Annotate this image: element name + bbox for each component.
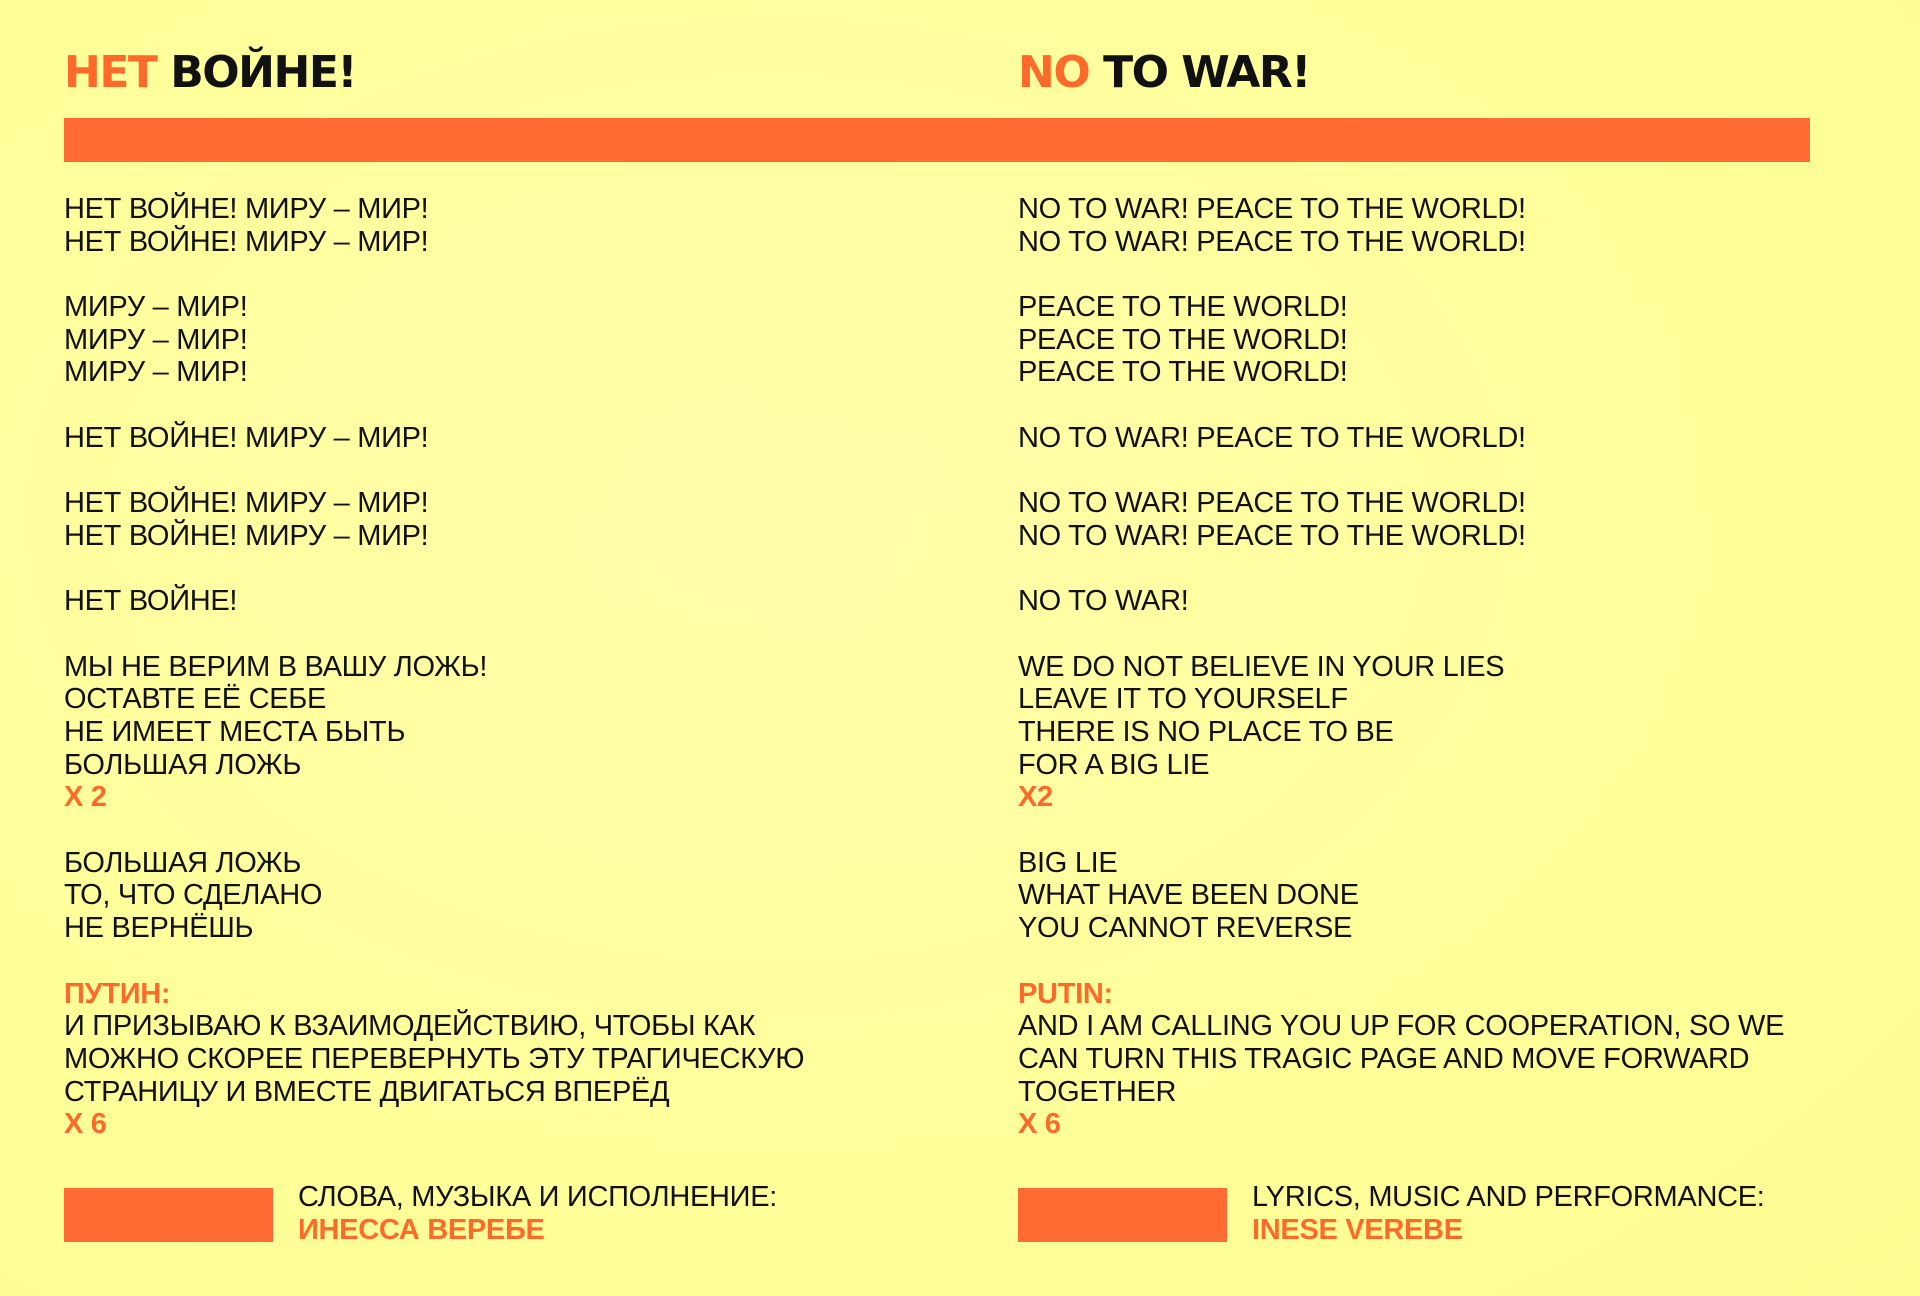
stanza-gap	[64, 814, 944, 847]
lyric-line: BIG LIE	[1018, 846, 1118, 879]
lyric-line: NO TO WAR! PEACE TO THE WORLD!	[1018, 487, 1526, 520]
stanza-gap	[1018, 553, 1898, 586]
title-accent-english: NO	[1018, 47, 1090, 98]
repeat-marker: Х 6	[64, 1108, 107, 1141]
lyric-line: NO TO WAR! PEACE TO THE WORLD!	[1018, 193, 1526, 225]
lyric-line: CAN TURN THIS TRAGIC PAGE AND MOVE FORWARD	[1018, 1042, 1750, 1075]
credit-label: СЛОВА, МУЗЫКА И ИСПОЛНЕНИЕ:	[298, 1181, 777, 1213]
lyric-line: НЕТ ВОЙНЕ! МИРУ – МИР!	[64, 519, 429, 552]
lyric-line: БОЛЬШАЯ ЛОЖЬ	[64, 846, 302, 879]
page-title-english	[1018, 46, 1310, 100]
lyric-line: NO TO WAR! PEACE TO THE WORLD!	[1018, 225, 1526, 258]
stanza-gap	[64, 618, 944, 651]
lyric-line: YOU CANNOT REVERSE	[1018, 912, 1353, 945]
lyric-line: НЕ ИМЕЕТ МЕСТА БЫТЬ	[64, 716, 406, 748]
repeat-marker: X2	[1018, 781, 1053, 814]
stanza-gap	[64, 258, 944, 291]
title-rest-russian: ВОЙНЕ!	[170, 47, 356, 98]
stanza-gap	[1018, 455, 1898, 488]
lyric-line: PEACE TO THE WORLD!	[1018, 323, 1348, 356]
lyric-line: ОСТАВТЕ ЕЁ СЕБЕ	[64, 683, 327, 716]
title-accent-russian: НЕТ	[64, 47, 157, 98]
lyric-line: МИРУ – МИР!	[64, 356, 248, 389]
stanza-gap	[1018, 258, 1898, 291]
lyric-line: WHAT HAVE BEEN DONE	[1018, 879, 1359, 912]
lyrics-column-english	[1018, 193, 1898, 1141]
credit-name: ИНЕССА ВЕРЕБЕ	[298, 1214, 545, 1246]
lyric-line: AND I AM CALLING YOU UP FOR COOPERATION, SO WE	[1018, 1010, 1785, 1043]
title-rest-english: TO WAR!	[1103, 47, 1310, 98]
credit-accent-block-english	[1018, 1188, 1227, 1242]
header-divider-bar	[64, 118, 1810, 162]
speaker-label: PUTIN:	[1018, 977, 1113, 1010]
stanza-gap	[64, 553, 944, 586]
lyric-line: МОЖНО СКОРЕЕ ПЕРЕВЕРНУТЬ ЭТУ ТРАГИЧЕСКУЮ	[64, 1042, 805, 1075]
lyric-line: WE DO NOT BELIEVE IN YOUR LIES	[1018, 650, 1505, 683]
lyric-line: NO TO WAR! PEACE TO THE WORLD!	[1018, 421, 1526, 454]
lyric-line: PEACE TO THE WORLD!	[1018, 356, 1348, 389]
lyric-line: И ПРИЗЫВАЮ К ВЗАИМОДЕЙСТВИЮ, ЧТОБЫ КАК	[64, 1010, 756, 1043]
stanza-gap	[1018, 814, 1898, 847]
lyric-line: TOGETHER	[1018, 1075, 1177, 1108]
credit-accent-block-russian	[64, 1188, 273, 1242]
page-title-russian	[64, 46, 356, 100]
repeat-marker: Х 2	[64, 781, 107, 814]
lyric-line: НЕТ ВОЙНЕ! МИРУ – МИР!	[64, 193, 429, 225]
stanza-gap	[64, 945, 944, 978]
speaker-label: ПУТИН:	[64, 977, 171, 1010]
lyric-line: МЫ НЕ ВЕРИМ В ВАШУ ЛОЖЬ!	[64, 650, 488, 683]
lyric-line: NO TO WAR! PEACE TO THE WORLD!	[1018, 519, 1526, 552]
lyric-line: LEAVE IT TO YOURSELF	[1018, 683, 1348, 716]
lyric-line: СТРАНИЦУ И ВМЕСТЕ ДВИГАТЬСЯ ВПЕРЁД	[64, 1075, 670, 1108]
stanza-gap	[64, 455, 944, 488]
lyric-line: THERE IS NO PLACE TO BE	[1018, 716, 1394, 748]
credits-russian	[298, 1181, 777, 1247]
lyric-line: ТО, ЧТО СДЕЛАНО	[64, 879, 323, 912]
lyrics-column-russian	[64, 193, 944, 1141]
lyric-line: NO TO WAR!	[1018, 585, 1189, 618]
stanza-gap	[64, 389, 944, 422]
lyric-line: FOR A BIG LIE	[1018, 748, 1210, 781]
lyric-line: PEACE TO THE WORLD!	[1018, 291, 1348, 324]
lyric-line: НЕТ ВОЙНЕ! МИРУ – МИР!	[64, 487, 429, 520]
stanza-gap	[1018, 389, 1898, 422]
lyric-line: НЕТ ВОЙНЕ! МИРУ – МИР!	[64, 421, 429, 454]
lyric-line: МИРУ – МИР!	[64, 291, 248, 324]
credits-english	[1252, 1181, 1765, 1247]
lyric-line: НЕТ ВОЙНЕ!	[64, 585, 238, 618]
lyric-line: МИРУ – МИР!	[64, 323, 248, 356]
lyric-line: БОЛЬШАЯ ЛОЖЬ	[64, 748, 302, 781]
lyric-line: НЕ ВЕРНЁШЬ	[64, 912, 254, 945]
repeat-marker: X 6	[1018, 1108, 1061, 1141]
stanza-gap	[1018, 945, 1898, 978]
credit-label: LYRICS, MUSIC AND PERFORMANCE:	[1252, 1181, 1765, 1213]
lyric-line: НЕТ ВОЙНЕ! МИРУ – МИР!	[64, 225, 429, 258]
stanza-gap	[1018, 618, 1898, 651]
credit-name: INESE VEREBE	[1252, 1214, 1463, 1246]
